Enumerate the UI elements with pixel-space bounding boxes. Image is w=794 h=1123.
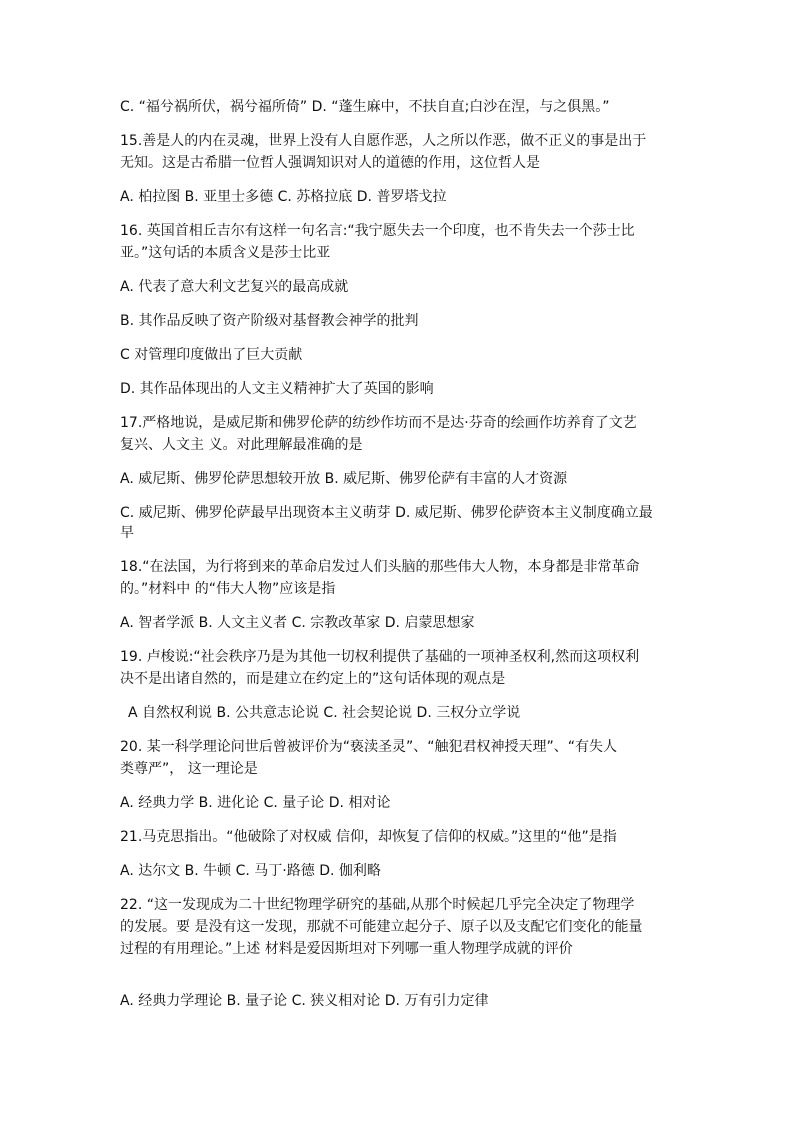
q19-options: A 自然权利说 B. 公共意志论说 C. 社会契论说 D. 三权分立学说 [128, 705, 521, 721]
q18-stem-line-2: 的。”材料中 的“伟大人物”应该是指 [120, 581, 336, 597]
q16-option-a: A. 代表了意大利文艺复兴的最高成就 [120, 279, 349, 295]
q16-stem-line-1: 16. 英国首相丘吉尔有这样一句名言:“我宁愿失去一个印度，也不肯失去一个莎士比 [120, 223, 635, 239]
q14-option-cd: C. “福兮祸所伏，祸兮福所倚” D. “蓬生麻中，不扶自直;白沙在涅，与之俱黑。” [120, 99, 610, 115]
q17-options-cd-wrap: 早 [120, 525, 134, 541]
q20-stem-line-1: 20. 某一科学理论问世后曾被评价为“亵渎圣灵”、“触犯君权神授天理”、“有失人 [120, 739, 617, 755]
q18-options: A. 智者学派 B. 人文主义者 C. 宗教改革家 D. 启蒙思想家 [120, 615, 475, 631]
q21-options: A. 达尔文 B. 牛顿 C. 马丁·路德 D. 伽利略 [120, 863, 381, 879]
q22-stem-line-1: 22. “这一发现成为二十世纪物理学研究的基础,从那个时候起几乎完全决定了物理学 [120, 897, 635, 913]
q21-stem: 21.马克思指出。“他破除了对权威 信仰，却恢复了信仰的权威。”这里的“他”是指 [120, 829, 617, 845]
q18-stem-line-1: 18.“在法国，为行将到来的革命启发过人们头脑的那些伟大人物，本身都是非常革命 [120, 559, 640, 575]
q16-stem-line-2: 亚。”这句话的本质含义是莎士比亚 [120, 245, 331, 261]
q19-stem-line-1: 19. 卢梭说:“社会秩序乃是为其他一切权利提供了基础的一项神圣权利,然而这项权利 [120, 649, 640, 665]
q20-options: A. 经典力学 B. 进化论 C. 量子论 D. 相对论 [120, 795, 391, 811]
q17-stem-line-2: 复兴、人文主 义。对此理解最准确的是 [120, 437, 363, 453]
q22-options: A. 经典力学理论 B. 量子论 C. 狭义相对论 D. 万有引力定律 [120, 993, 489, 1009]
q19-stem-line-2: 决不是出诸自然的，而是建立在约定上的”这句话体现的观点是 [120, 671, 506, 687]
q16-option-b: B. 其作品反映了资产阶级对基督教会神学的批判 [120, 313, 419, 329]
q22-stem-line-3: 过程的有用理论。”上述 材料是爱因斯坦对下列哪一重人物理学成就的评价 [120, 941, 573, 957]
q15-options: A. 柏拉图 B. 亚里士多德 C. 苏格拉底 D. 普罗塔戈拉 [120, 189, 447, 205]
q20-stem-line-2: 类尊严”， 这一理论是 [120, 761, 258, 777]
q16-option-d: D. 其作品体现出的人文主义精神扩大了英国的影响 [120, 381, 434, 397]
q16-option-c: C 对管理印度做出了巨大贡献 [120, 347, 303, 363]
q15-stem-line-1: 15.善是人的内在灵魂，世界上没有人自愿作恶，人之所以作恶，做不正义的事是出于 [120, 133, 647, 149]
q15-stem-line-2: 无知。这是古希腊一位哲人强调知识对人的道德的作用，这位哲人是 [120, 155, 540, 171]
q17-options-ab: A. 威尼斯、佛罗伦萨思想较开放 B. 威尼斯、佛罗伦萨有丰富的人才资源 [120, 471, 568, 487]
q17-options-cd: C. 威尼斯、佛罗伦萨最早出现资本主义萌芽 D. 威尼斯、佛罗伦萨资本主义制度确立最 [120, 505, 653, 521]
q17-stem-line-1: 17.严格地说，是威尼斯和佛罗伦萨的纺纱作坊而不是达·芬奇的绘画作坊养育了文艺 [120, 415, 637, 431]
q22-stem-line-2: 的发展。要 是没有这一发现，那就不可能建立起分子、原子以及支配它们变化的能量 [120, 919, 643, 935]
